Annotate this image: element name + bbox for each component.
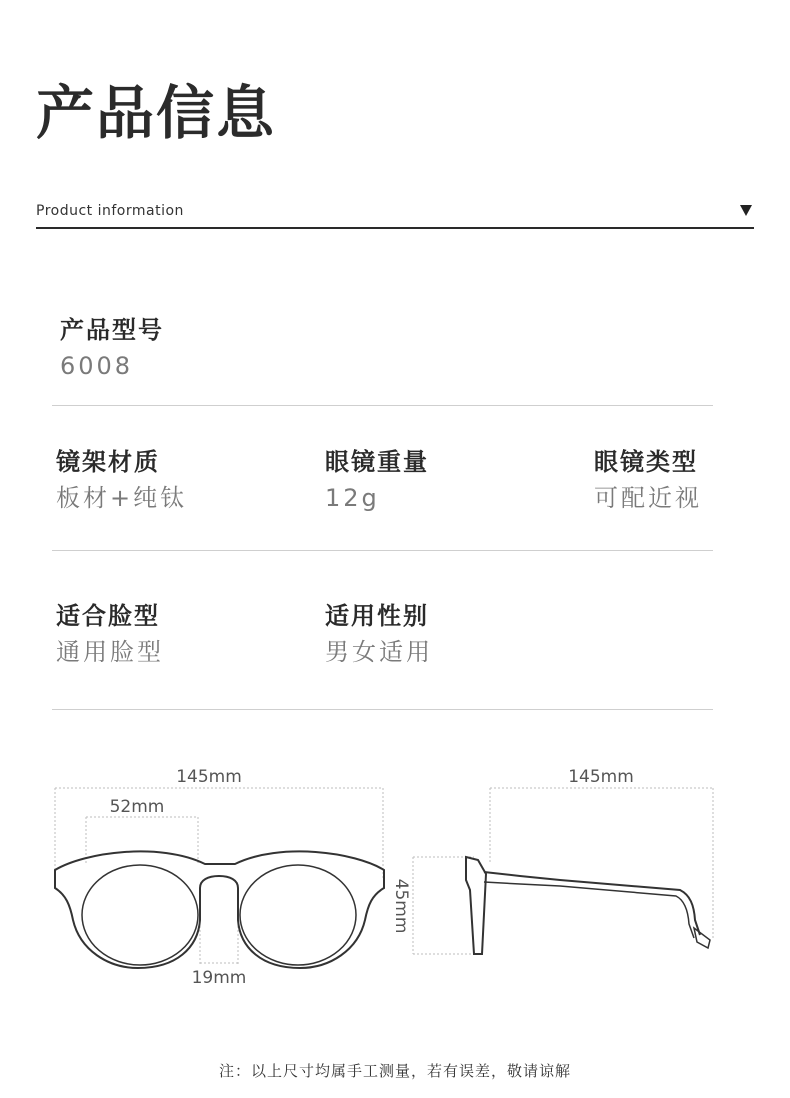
measurement-note: 注：以上尺寸均属手工测量，若有误差，敬请谅解 [218,1062,571,1080]
page-title: 产品信息 [36,79,277,147]
spec-label: 产品型号 [60,316,164,344]
dim-temple-length: 145mm [568,767,634,787]
spec-label: 适合脸型 [56,602,160,630]
dim-lens-width: 52mm [109,797,165,817]
page-subtitle: Product information [36,203,184,219]
dim-bridge-width: 19mm [191,968,247,988]
spec-value: 6008 [60,352,134,380]
spec-label: 眼镜重量 [325,448,429,476]
dim-lens-height: 45mm [391,878,411,934]
spec-label: 镜架材质 [56,448,160,476]
spec-value: 12g [325,484,380,512]
glasses-front-icon [55,851,384,968]
spec-label: 眼镜类型 [594,448,698,476]
spec-label: 适用性别 [325,602,429,630]
dim-total-width: 145mm [176,767,242,787]
spec-value: 通用脸型 [56,638,164,666]
glasses-side-icon [466,857,710,954]
spec-value: 男女适用 [325,638,433,666]
spec-value: 板材+纯钛 [56,484,188,512]
spec-value: 可配近视 [594,484,702,512]
